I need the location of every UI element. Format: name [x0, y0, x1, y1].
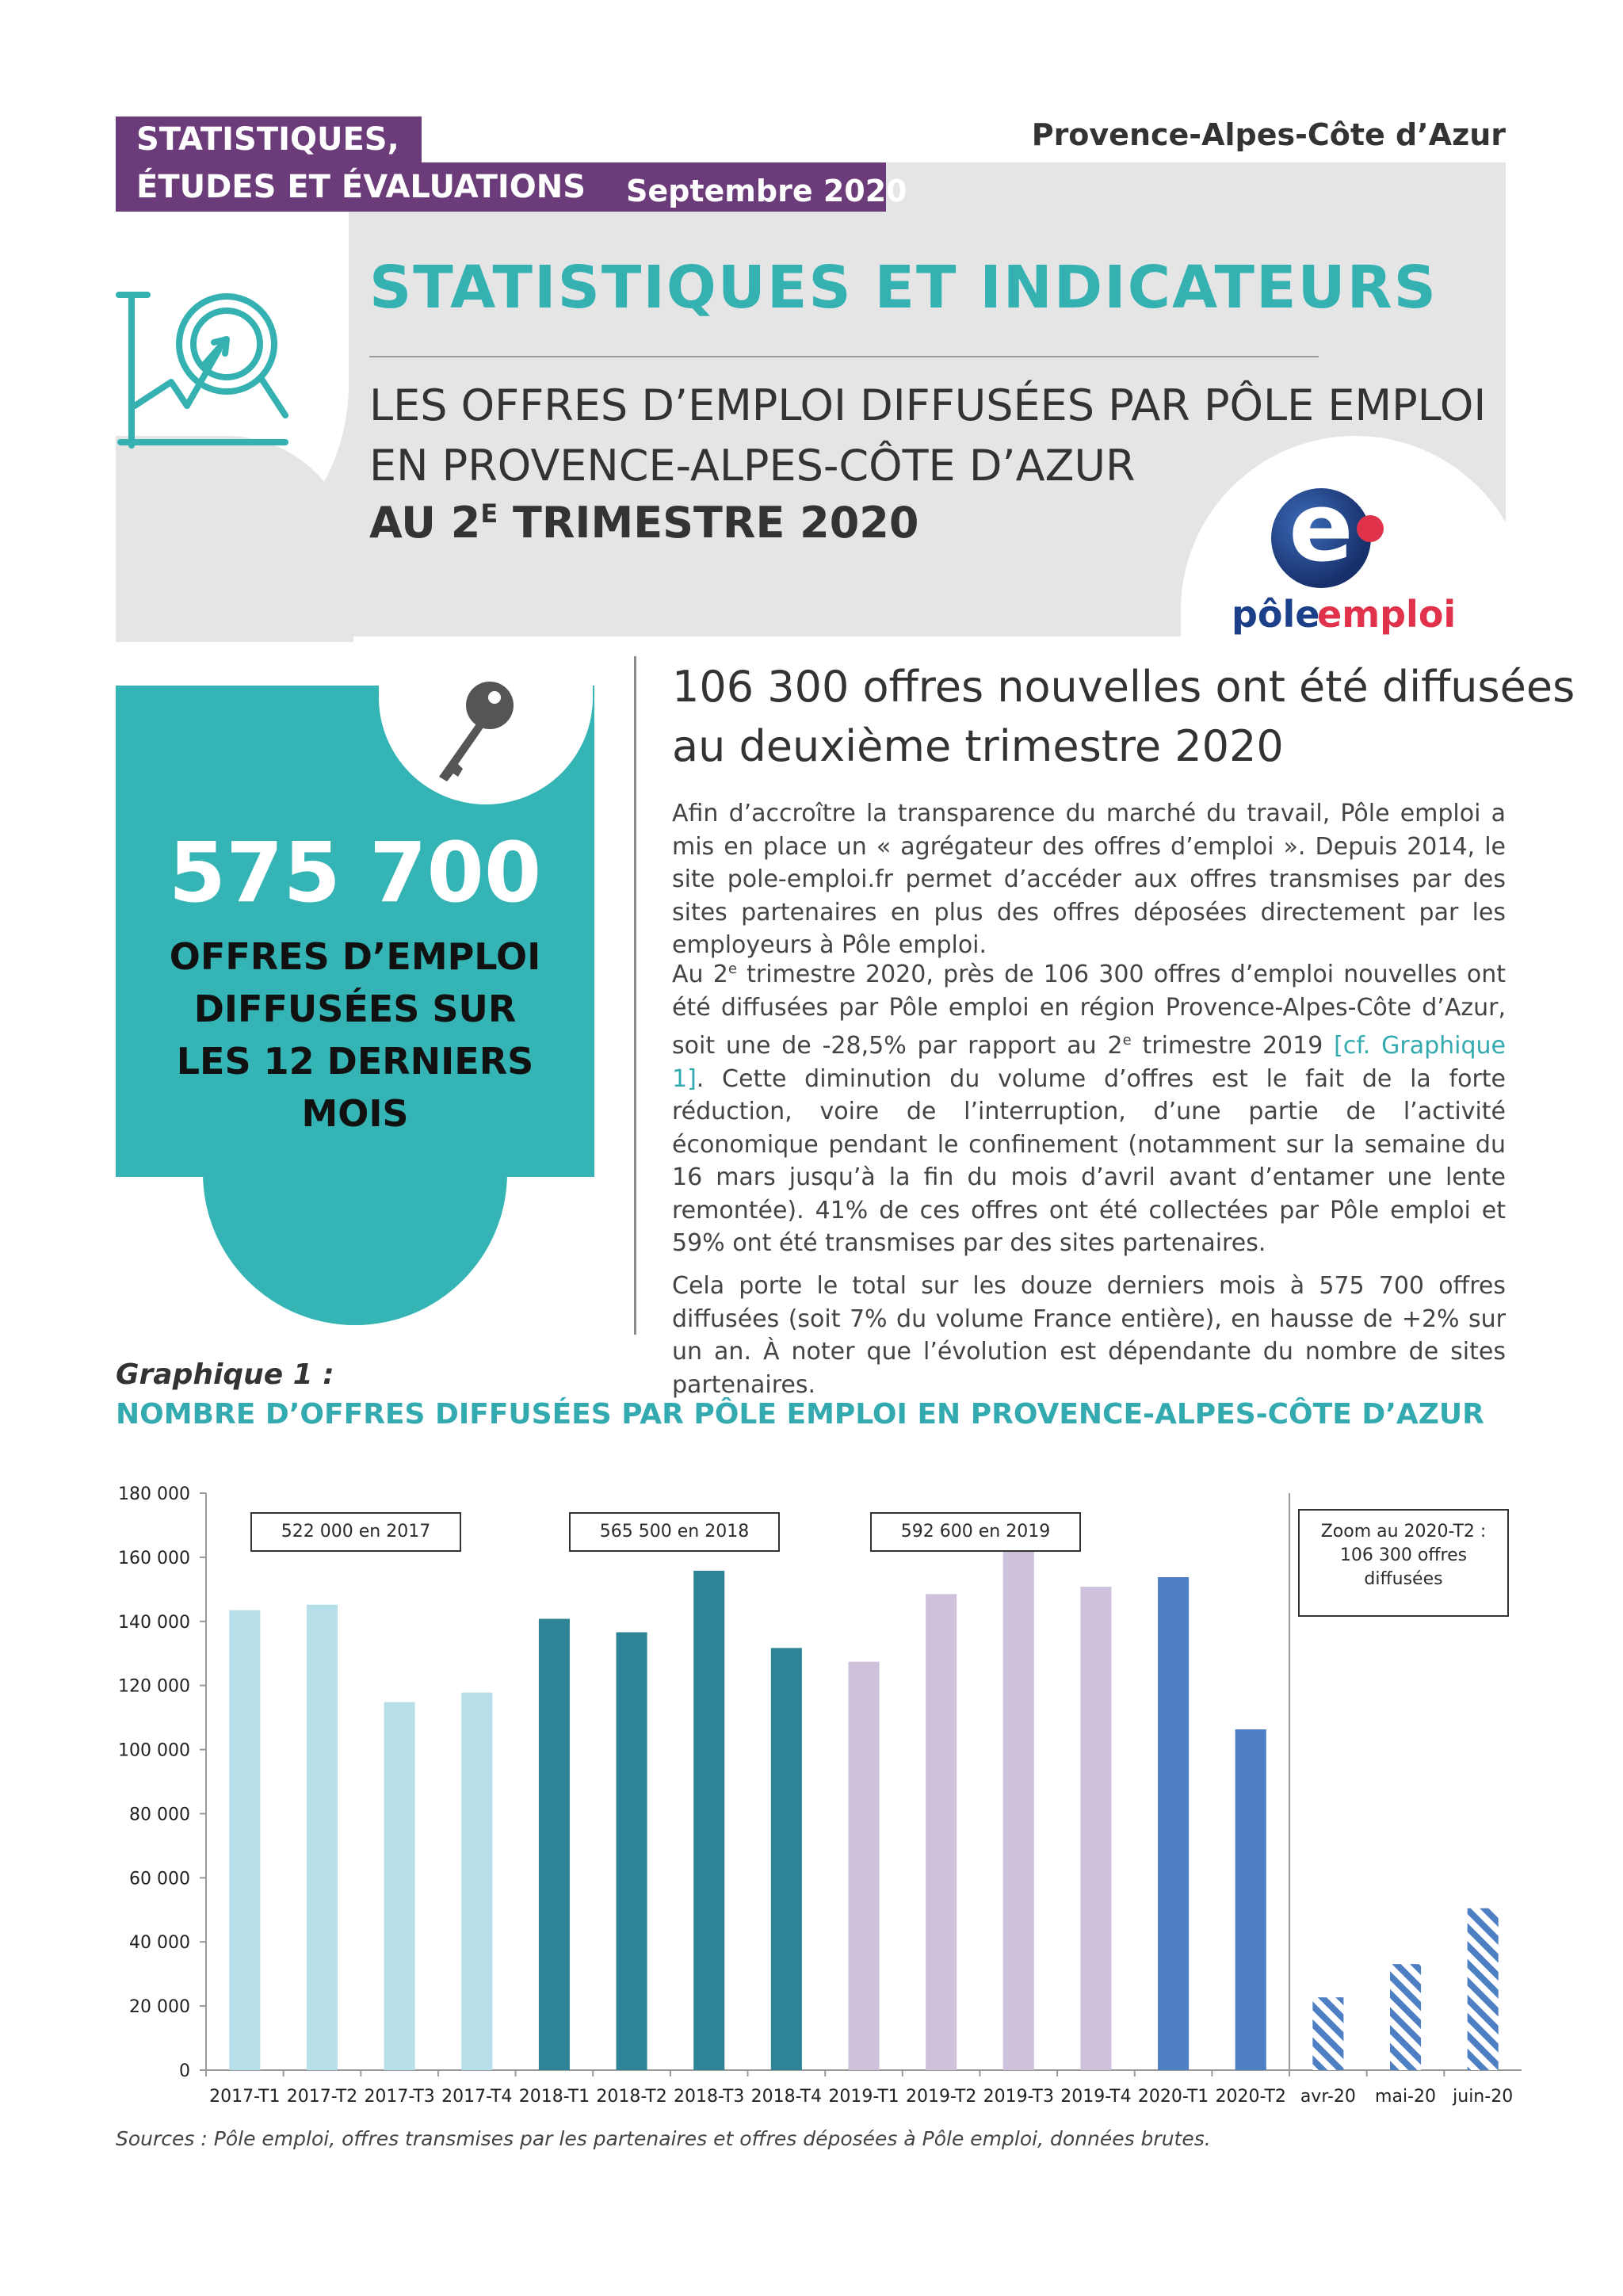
bar-2019-T4 [1080, 1587, 1111, 2070]
bar-2017-T1 [229, 1610, 260, 2070]
y-tick-label: 0 [179, 2061, 190, 2081]
kpi-label-line2: DIFFUSÉES SUR [193, 988, 517, 1030]
x-tick-label: 2019-T1 [828, 2087, 899, 2107]
publication-date: Septembre 2020 [626, 174, 907, 208]
bar-2019-T3 [1003, 1540, 1034, 2070]
logo-word-pole: pôle [1232, 593, 1320, 636]
title-divider [369, 356, 1319, 357]
x-tick-label: 2019-T2 [905, 2087, 977, 2107]
bar-2018-T2 [617, 1633, 647, 2070]
x-tick-label: juin-20 [1453, 2087, 1514, 2107]
graph-title: NOMBRE D’OFFRES DIFFUSÉES PAR PÔLE EMPLOI EN PROVENCE-ALPES-CÔTE D’AZUR [116, 1398, 1484, 1431]
kpi-label-line1: OFFRES D’EMPLOI [169, 935, 541, 978]
article-title-line2: au deuxième trimestre 2020 [672, 721, 1284, 771]
y-tick-label: 180 000 [118, 1484, 190, 1504]
x-tick-label: 2018-T2 [596, 2087, 667, 2107]
annotation-zoom-line2: 106 300 offres [1339, 1545, 1468, 1565]
key-icon [428, 675, 523, 786]
page-title: STATISTIQUES ET INDICATEURS [369, 254, 1438, 322]
series-label-line1: STATISTIQUES, [116, 117, 422, 162]
logo-dot [1357, 515, 1384, 542]
y-tick-label: 40 000 [129, 1933, 190, 1954]
x-tick-label: 2018-T3 [674, 2087, 745, 2107]
subtitle-line1: LES OFFRES D’EMPLOI DIFFUSÉES PAR PÔLE EMPLOI [369, 380, 1487, 430]
x-tick-label: 2019-T3 [983, 2087, 1054, 2107]
x-tick-label: 2019-T4 [1060, 2087, 1132, 2107]
kpi-value: 575 700 [168, 824, 542, 921]
y-tick-label: 120 000 [118, 1676, 190, 1697]
x-tick-label: 2020-T2 [1215, 2087, 1286, 2107]
annotation-2018: 565 500 en 2018 [569, 1512, 780, 1552]
bar-2017-T2 [307, 1605, 338, 2070]
bar-avr-20 [1312, 1997, 1343, 2070]
bar-juin-20 [1468, 1908, 1499, 2070]
bar-2019-T2 [926, 1594, 957, 2070]
x-tick-label: mai-20 [1375, 2087, 1437, 2107]
annotation-zoom [1298, 1509, 1509, 1617]
series-label-line2: ÉTUDES ET ÉVALUATIONS [116, 162, 886, 212]
x-tick-label: 2017-T4 [441, 2087, 513, 2107]
y-tick-label: 140 000 [118, 1612, 190, 1633]
x-tick-label: 2020-T1 [1137, 2087, 1209, 2107]
y-tick-label: 20 000 [129, 1997, 190, 2018]
x-tick-label: 2017-T2 [286, 2087, 358, 2107]
bar-2017-T4 [461, 1693, 492, 2070]
region-name: Provence-Alpes-Côte d’Azur [1031, 117, 1506, 152]
logo-word-emploi: emploi [1317, 593, 1457, 636]
annotation-2017: 522 000 en 2017 [250, 1512, 461, 1552]
annotation-2019: 592 600 en 2019 [870, 1512, 1081, 1552]
bar-2017-T3 [384, 1702, 415, 2070]
y-tick-label: 60 000 [129, 1869, 190, 1889]
annotation-zoom-line1: Zoom au 2020-T2 : [1320, 1522, 1487, 1541]
article-title-line1: 106 300 offres nouvelles ont été diffusées [672, 662, 1575, 712]
bar-mai-20 [1390, 1964, 1421, 2070]
bar-2018-T3 [693, 1571, 724, 2070]
subtitle-line2: EN PROVENCE-ALPES-CÔTE D’AZUR [369, 441, 1136, 491]
logo-letter: e [1289, 473, 1354, 583]
kpi-label-line4: MOIS [301, 1092, 409, 1135]
y-tick-label: 80 000 [129, 1805, 190, 1825]
bar-2018-T1 [539, 1619, 570, 2070]
paragraph-3: Cela porte le total sur les douze derniers mois à 575 700 offres diffusées (soit 7% du volume France entière), en hausse de +2% sur un an. À noter que l’évolution est dépendante du nombre de sites partenaires. [672, 1272, 1506, 1399]
sources-note: Sources : Pôle emploi, offres transmises par les partenaires et offres déposées à Pôle emploi, données brutes. [116, 2127, 1211, 2150]
y-tick-label: 160 000 [118, 1548, 190, 1568]
paragraph-2: Au 2e trimestre 2020, près de 106 300 offres d’emploi nouvelles ont été diffusées par Pôle emploi en région Provence-Alpes-Côte d’Azur, soit une de -28,5% par rapport au 2e trimestre 2019 [cf. Graphique 1]. Cette diminution du volume d’offres est le fait de la forte réduction, voire de l’interruption, d’une partie de l’activité économique pendant le confinement (notamment sur la semaine du 16 mars jusqu’à la fin du mois d’avril avant d’entamer une lente remontée). 41% de ces offres ont été collectées par Pôle emploi et 59% ont été transmises par des sites partenaires. [672, 961, 1506, 1257]
x-tick-label: avr-20 [1300, 2087, 1356, 2107]
x-tick-label: 2018-T1 [518, 2087, 590, 2107]
kpi-label-line3: LES 12 DERNIERS [176, 1040, 534, 1083]
column-divider [634, 656, 636, 1335]
subtitle-line3: AU $2^E$ TRIMESTRE 2020 [369, 498, 919, 548]
y-tick-label: 100 000 [118, 1740, 190, 1761]
graph-label: Graphique 1 : [116, 1358, 334, 1391]
kpi-panel-bottom [203, 1141, 507, 1325]
bar-2018-T4 [771, 1648, 802, 2070]
x-tick-label: 2018-T4 [750, 2087, 823, 2107]
annotation-zoom-line3: diffusées [1364, 1569, 1443, 1589]
x-tick-label: 2017-T1 [209, 2087, 281, 2107]
bar-2020-T2 [1235, 1729, 1266, 2070]
bar-2020-T1 [1158, 1577, 1189, 2070]
chart-magnifier-icon [116, 287, 298, 453]
x-tick-label: 2017-T3 [364, 2087, 435, 2107]
graph-reference-link[interactable]: [cf. Graphique 1] [672, 1032, 1506, 1093]
bar-chart [95, 1474, 1522, 2124]
bar-2019-T1 [848, 1662, 879, 2070]
paragraph-1: Afin d’accroître la transparence du marché du travail, Pôle emploi a mis en place un « agrégateur des offres d’emploi ». Depuis 2014, le site pole-emploi.fr permet d’accéder aux offres transmises par des sites partenaires en plus des offres déposées directement par les employeurs à Pôle emploi. [672, 800, 1506, 959]
